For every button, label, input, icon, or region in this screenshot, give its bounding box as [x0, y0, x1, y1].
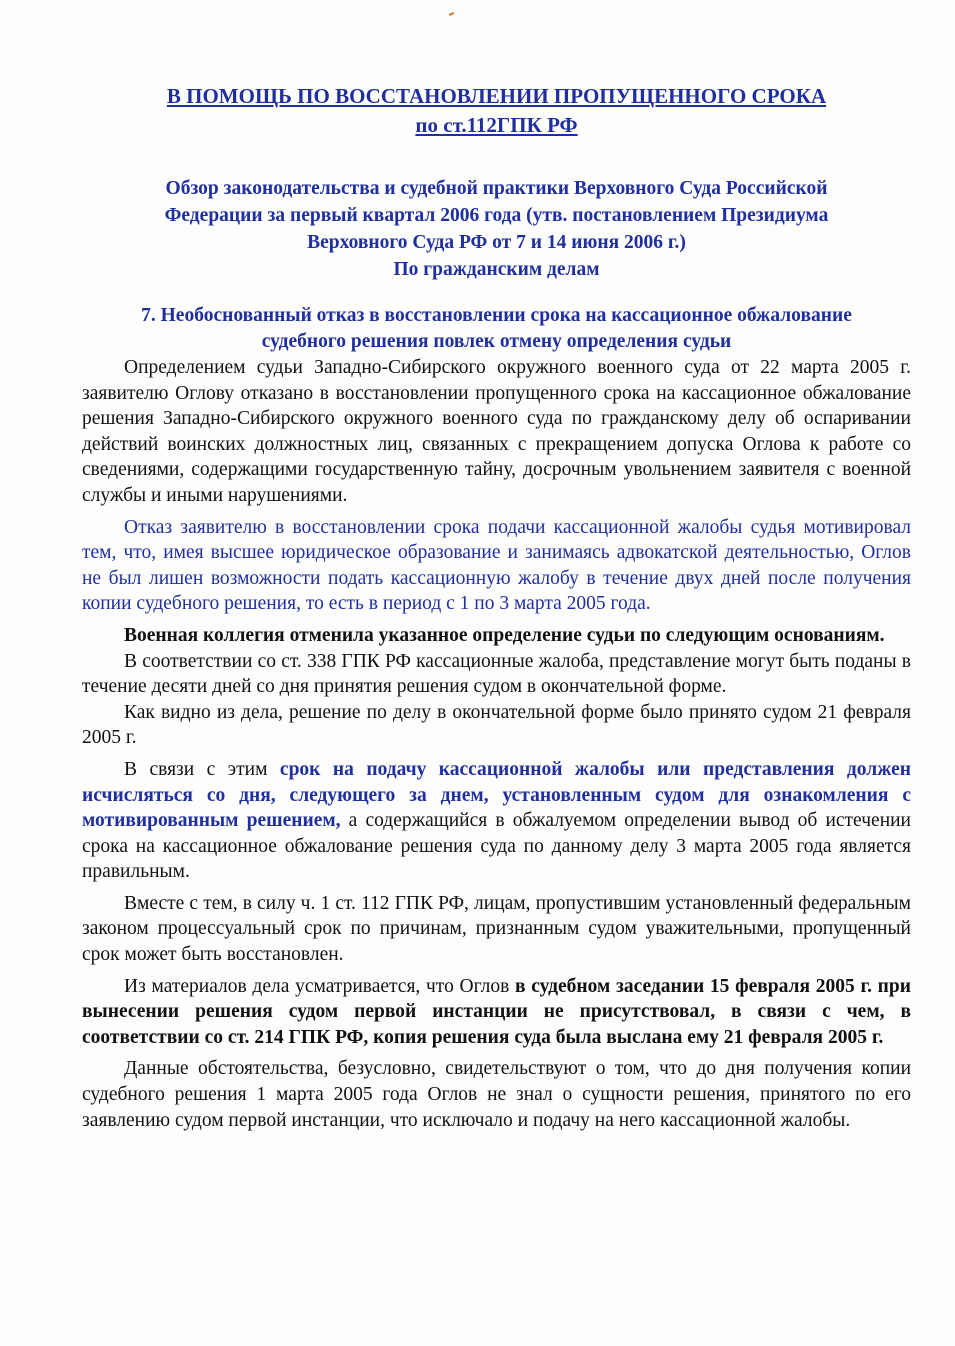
paragraph-6 [82, 757, 911, 885]
review-line-3: Верховного Суда РФ от 7 и 14 июня 2006 г.) [307, 232, 686, 253]
section-line-2: судебного решения повлек отмену определения судьи [261, 331, 732, 352]
paragraph-8 [82, 974, 911, 1051]
scan-mark [449, 12, 454, 16]
review-line-1: Обзор законодательства и судебной практики Верховного Суда Российской [165, 178, 828, 199]
paragraph-3: Военная коллегия отменила указанное определение судьи по следующим основаниям. [124, 624, 885, 646]
review-heading [82, 175, 911, 283]
paragraph-6-rest: а содержащийся в обжалуемом определении вывод об истечении срока на кассационное обжалование решения суда по данному делу 3 марта 2005 года является правильным. [82, 810, 911, 883]
paragraph-9: Данные обстоятельства, безусловно, свидетельствуют о том, что до дня получения копии судебного решения 1 марта 2005 года Оглов не знал о сущности решения, принятого по его заявлению судом первой инстанции, что исключало и подачу на него кассационной жалобы. [82, 1058, 911, 1131]
section-line-1: 7. Необоснованный отказ в восстановлении срока на кассационное обжалование [141, 305, 852, 326]
review-line-2: Федерации за первый квартал 2006 года (утв. постановлением Президиума [164, 205, 829, 226]
paragraph-7: Вместе с тем, в силу ч. 1 ст. 112 ГПК РФ, лицам, пропустившим установленный федеральным законом процессуальный срок по причинам, признанным судом уважительными, пропущенный срок может быть восстановлен. [82, 892, 911, 966]
section-heading [82, 303, 911, 355]
title-line-2: по ст.112ГПК РФ [415, 113, 578, 137]
title-line-1: В ПОМОЩЬ ПО ВОССТАНОВЛЕНИИ ПРОПУЩЕННОГО СРОКА [166, 84, 827, 108]
document-title [82, 82, 911, 140]
paragraph-8-highlight: в судебном заседании 15 февраля 2005 г. при вынесении решения судом первой инстанции не присутствовал, в связи с чем, в соответствии со ст. 214 ГПК РФ, копия решения суда была выслана ему 21 февраля 2005 г. [82, 975, 911, 1048]
review-line-4: По гражданским делам [393, 259, 600, 280]
paragraph-1: Определением судьи Западно-Сибирского окружного военного суда от 22 марта 2005 г. заявителю Оглову отказано в восстановлении пропущенного срока на кассационное обжалование решения Западно-Сибирского окружного военного суда по гражданскому делу об оспаривании действий воинских должностных лиц, связанных с прекращением допуска Оглова к работе со сведениями, содержащими государственную тайну, досрочным увольнением заявителя с военной службы и иными нарушениями. [82, 357, 911, 506]
paragraph-4: В соответствии со ст. 338 ГПК РФ кассационные жалоба, представление могут быть поданы в течение десяти дней со дня принятия решения судом в окончательной форме. [82, 650, 911, 698]
paragraph-8-intro: Из материалов дела усматривается, что Оглов [124, 975, 515, 997]
paragraph-6-highlight: срок на подачу кассационной жалобы или представления должен исчисляться со дня, следующего за днем, установленным судом для ознакомления с мотивированным решением, [82, 758, 911, 832]
paragraph-6-intro: В связи с этим [124, 758, 280, 780]
paragraph-5: Как видно из дела, решение по делу в окончательной форме было принято судом 21 февраля 2005 г. [82, 701, 911, 749]
paragraph-2: Отказ заявителю в восстановлении срока подачи кассационной жалобы судья мотивировал тем, что, имея высшее юридическое образование и занимаясь адвокатской деятельностью, Оглов не был лишен возможности подать кассационную жалобу в течение двух дней после получения копии судебного решения, то есть в период с 1 по 3 марта 2005 года. [82, 516, 911, 615]
